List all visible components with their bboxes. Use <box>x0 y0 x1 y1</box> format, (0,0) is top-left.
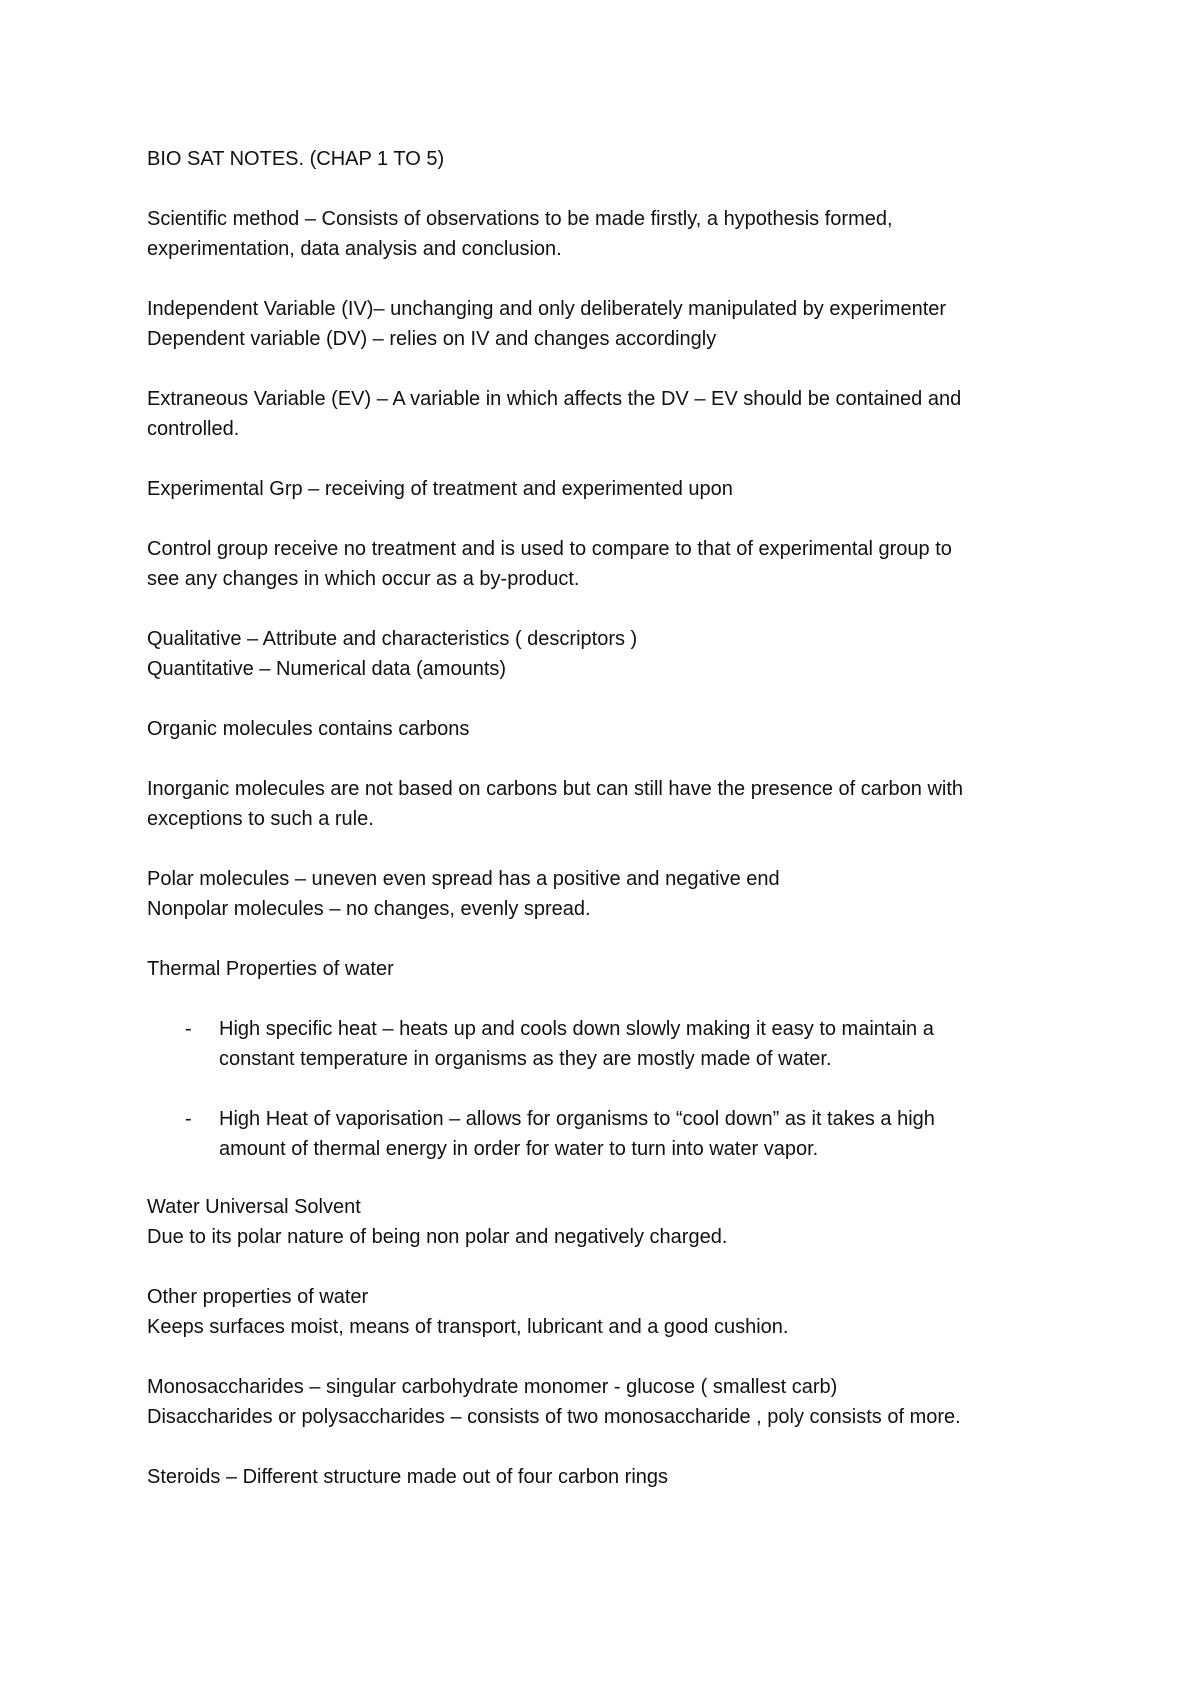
text-line: Dependent variable (DV) – relies on IV and changes accordingly <box>147 328 717 350</box>
text-line: exceptions to such a rule. <box>147 808 374 830</box>
paragraph-inorganic-molecules <box>147 774 1077 834</box>
paragraph-experimental-group <box>147 474 1077 504</box>
paragraph-variables <box>147 294 1077 354</box>
text-line: Qualitative – Attribute and characteristics ( descriptors ) <box>147 628 638 650</box>
text-line: constant temperature in organisms as they are mostly made of water. <box>219 1048 832 1070</box>
text-line: Steroids – Different structure made out of four carbon rings <box>147 1466 669 1488</box>
text-line: Nonpolar molecules – no changes, evenly spread. <box>147 898 591 920</box>
document-title: BIO SAT NOTES. (CHAP 1 TO 5) <box>147 148 445 170</box>
text-line: Scientific method – Consists of observations to be made firstly, a hypothesis formed, <box>147 208 893 230</box>
paragraph-thermal-heading <box>147 954 1077 984</box>
text-line: Keeps surfaces moist, means of transport, lubricant and a good cushion. <box>147 1316 789 1338</box>
paragraph-polarity <box>147 864 1077 924</box>
text-line: see any changes in which occur as a by-product. <box>147 568 580 590</box>
text-line: experimentation, data analysis and conclusion. <box>147 238 562 260</box>
paragraph-saccharides <box>147 1372 1077 1432</box>
list-item <box>147 1014 1077 1074</box>
thermal-properties-list <box>147 1014 1077 1164</box>
text-line: Quantitative – Numerical data (amounts) <box>147 658 507 680</box>
paragraph-other-properties <box>147 1282 1077 1342</box>
bullet-dash: - <box>185 1018 192 1040</box>
text-line: amount of thermal energy in order for water to turn into water vapor. <box>219 1138 819 1160</box>
text-line: Extraneous Variable (EV) – A variable in which affects the DV – EV should be contained and <box>147 388 962 410</box>
section-heading: Other properties of water <box>147 1286 369 1308</box>
text-line: High specific heat – heats up and cools down slowly making it easy to maintain a <box>219 1018 934 1040</box>
bullet-dash: - <box>185 1108 192 1130</box>
text-line: Disaccharides or polysaccharides – consists of two monosaccharide , poly consists of more. <box>147 1406 961 1428</box>
text-line: Polar molecules – uneven even spread has a positive and negative end <box>147 868 780 890</box>
section-heading: Thermal Properties of water <box>147 958 394 980</box>
text-line: Experimental Grp – receiving of treatment and experimented upon <box>147 478 733 500</box>
text-line: High Heat of vaporisation – allows for organisms to “cool down” as it takes a high <box>219 1108 935 1130</box>
text-line: Inorganic molecules are not based on carbons but can still have the presence of carbon with <box>147 778 964 800</box>
paragraph-data-types <box>147 624 1077 684</box>
paragraph-scientific-method <box>147 204 1077 264</box>
document-page <box>147 144 1077 1522</box>
text-line: Monosaccharides – singular carbohydrate monomer - glucose ( smallest carb) <box>147 1376 838 1398</box>
text-line: Independent Variable (IV)– unchanging and only deliberately manipulated by experimenter <box>147 298 947 320</box>
paragraph-steroids <box>147 1462 1077 1492</box>
paragraph-control-group <box>147 534 1077 594</box>
paragraph-organic-molecules <box>147 714 1077 744</box>
text-line: Control group receive no treatment and is used to compare to that of experimental group to <box>147 538 952 560</box>
paragraph-extraneous-variable <box>147 384 1077 444</box>
paragraph-universal-solvent <box>147 1192 1077 1252</box>
section-heading: Water Universal Solvent <box>147 1196 361 1218</box>
text-line: Due to its polar nature of being non polar and negatively charged. <box>147 1226 728 1248</box>
text-line: controlled. <box>147 418 240 440</box>
list-item <box>147 1104 1077 1164</box>
text-line: Organic molecules contains carbons <box>147 718 470 740</box>
